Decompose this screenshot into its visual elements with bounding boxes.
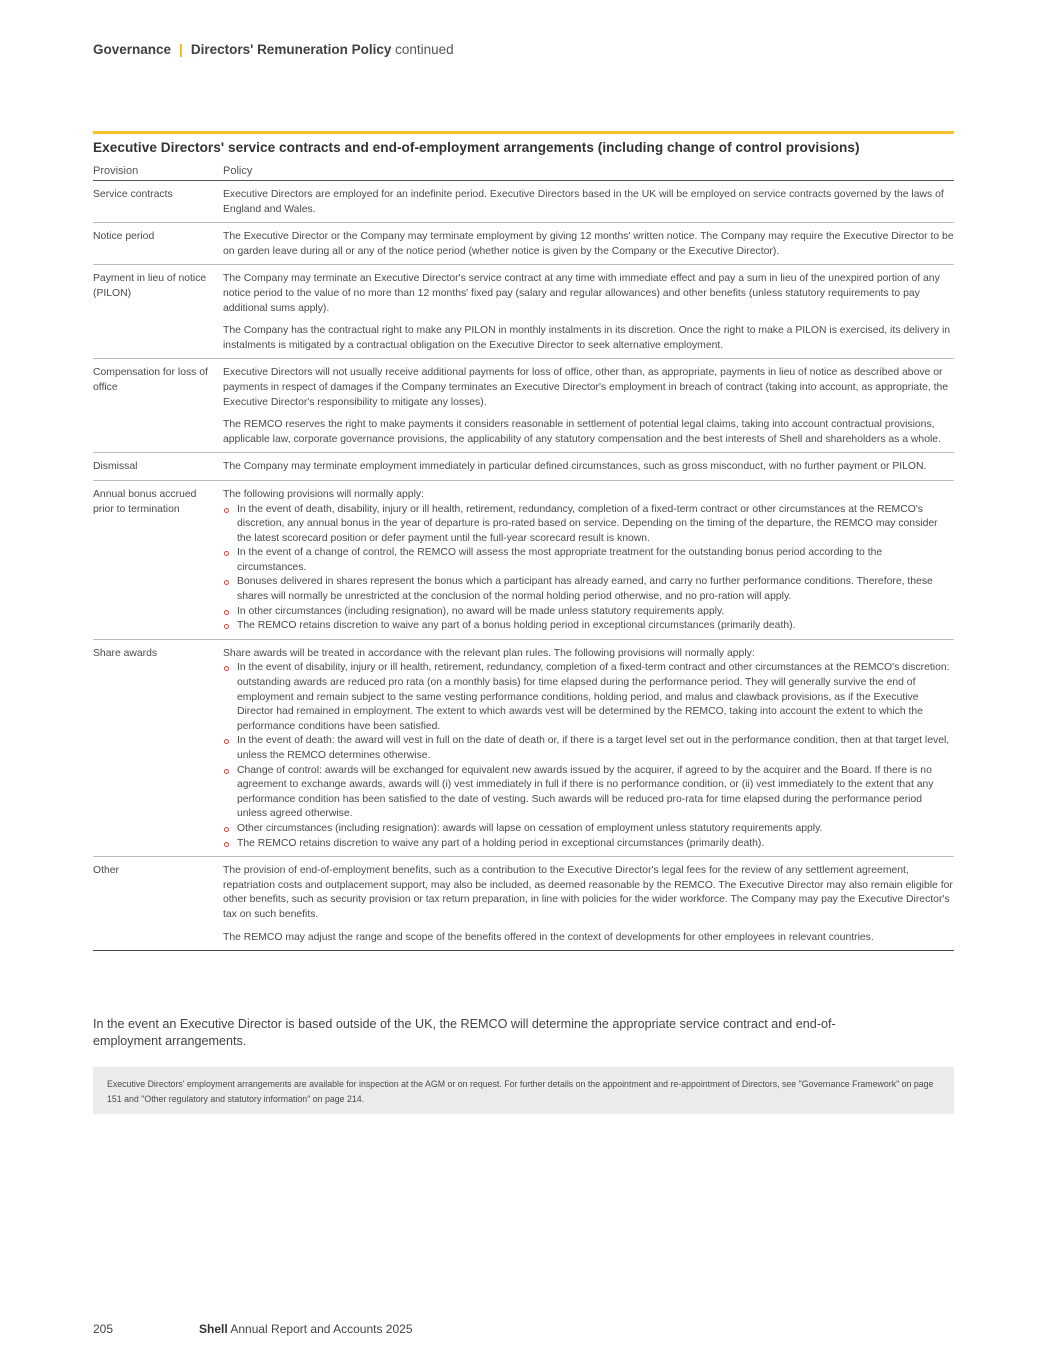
page-header [93,42,454,57]
policy-paragraph: The REMCO may adjust the range and scope of the benefits offered in the context of developments for other employees in relevant countries. [223,931,874,943]
bullet-item: In other circumstances (including resignation), no award will be made unless statutory requirements apply. [223,605,954,620]
table-title: Executive Directors' service contracts and end-of-employment arrangements (including change of control provisions) [93,140,860,155]
policy-intro: The following provisions will normally apply: [223,488,424,500]
column-header-policy: Policy [223,165,253,177]
bullet-item: The REMCO retains discretion to waive any part of a holding period in exceptional circumstances (primarily death). [223,837,954,852]
policy-cell [223,488,954,634]
bullet-item: Change of control: awards will be exchanged for equivalent new awards issued by the acquirer, if agreed to by the acquirer and the Board. If there is no agreement to exchange awards, awards will (i) vest immediately in full if there is no performance condition, or (ii) vest immediately to the extent that any performance condition has been satisfied to the date of vesting. Such awards will be reduced pro-rata for time elapsed during the performance period unless agreed otherwise. [223,764,954,822]
table-row [93,453,954,481]
header-title: Directors' Remuneration Policy [190,42,392,57]
provision-cell: Payment in lieu of notice (PILON) [93,273,207,299]
policy-paragraph: The Company may terminate employment immediately in particular defined circumstances, such as gross misconduct, with no further payment or PILON. [223,461,927,473]
table-row [93,359,954,453]
policy-cell [223,366,954,447]
footer-report-title: Annual Report and Accounts 2025 [230,1322,413,1336]
policy-paragraph: Executive Directors will not usually receive additional payments for loss of office, other than, as appropriate, payments in lieu of notice as described above or payments in respect of damages if the Company terminates an Executive Director's employment in breach of contract (taking into account, as appropriate, the Executive Director's responsibility to mitigate any losses). [223,367,949,408]
bullet-item: In the event of a change of control, the REMCO will assess the most appropriate treatment for the outstanding bonus period according to the circumstances. [223,546,954,575]
header-divider: | [179,42,183,57]
policy-paragraph: Executive Directors are employed for an indefinite period. Executive Directors based in the UK will be employed on service contracts governed by the laws of England and Wales. [223,189,944,215]
bullet-item: Other circumstances (including resignation): awards will lapse on cessation of employment unless statutory requirements apply. [223,822,954,837]
provision-cell: Notice period [93,231,155,243]
body-paragraph: In the event an Executive Director is based outside of the UK, the REMCO will determine the appropriate service contract and end-of-employment arrangements. [93,1017,836,1048]
table-row [93,265,954,359]
table-row [93,181,954,223]
policy-cell [223,230,954,259]
provision-cell: Annual bonus accrued prior to termination [93,488,197,515]
policy-cell [223,272,954,353]
note-box: Executive Directors' employment arrangements are available for inspection at the AGM or on request. For further details on the appointment and re-appointment of Directors, see "Governance Framework" on page 151 and "Other regulatory and statutory information" on page 214. [93,1067,954,1114]
bullet-list [223,661,954,851]
page-number: 205 [93,1322,114,1336]
header-suffix: continued [395,42,454,57]
policy-paragraph: The provision of end-of-employment benefits, such as a contribution to the Executive Director's legal fees for the review of any settlement agreement, repatriation costs and outplacement support, may also be included, as deemed reasonable by the REMCO. The Executive Director may also remain eligible for other benefits, such as security provision or tax return preparation, in line with policies for the wider workforce. The Company may pay the Executive Director's tax on such benefits. [223,865,953,920]
policy-paragraph: The Executive Director or the Company may terminate employment by giving 12 months' written notice. The Company may require the Executive Director to be on garden leave during all or any of the notice period (whether notice is given by the Company or the Executive Director). [223,231,954,257]
provision-cell: Service contracts [93,189,173,200]
table-header-row [93,159,954,181]
provision-cell: Share awards [93,647,158,659]
table-row [93,857,954,951]
policy-cell [223,647,954,851]
policy-cell [223,460,954,475]
policy-cell [223,188,954,217]
policy-paragraph: The Company may terminate an Executive Director's service contract at any time with immediate effect and pay a sum in lieu of the unexpired portion of any notice period to the value of no more than 12 months' fixed pay (salary and regular allowances) and other benefits (unless statutory requirements to pay additional sums apply). [223,273,940,314]
policy-intro: Share awards will be treated in accordance with the relevant plan rules. The following provisions will normally apply: [223,647,755,659]
bullet-list [223,503,954,634]
provision-cell: Dismissal [93,461,138,473]
bullet-item: In the event of death: the award will vest in full on the date of death or, if there is a target level set out in the performance condition, then at that target level, unless the REMCO determines otherwise. [223,734,954,763]
policy-cell [223,864,954,945]
bullet-item: In the event of death, disability, injury or ill health, retirement, redundancy, completion of a fixed-term contract or other circumstances at the REMCO's discretion, any annual bonus in the year of departure is pro-rated based on service. Depending on the timing of the departure, the REMCO may consider the latest scorecard position or defer payment until the full-year scorecard result is known. [223,503,954,547]
bullet-item: The REMCO retains discretion to waive any part of a bonus holding period in exceptional circumstances (primarily death). [223,619,954,634]
table-row [93,223,954,265]
table-row [93,481,954,640]
provision-cell: Compensation for loss of office [93,367,208,393]
policy-paragraph: The Company has the contractual right to make any PILON in monthly instalments in its discretion. Once the right to make a PILON is exercised, its delivery in instalments is mitigated by a contractual obligation on the Executive Director to seek alternative employment. [223,325,951,351]
footer-brand: Shell [199,1322,228,1336]
column-header-provision: Provision [93,165,139,177]
contracts-table [93,131,954,951]
bullet-item: In the event of disability, injury or ill health, retirement, redundancy, completion of a fixed-term contract and other circumstances at the REMCO's discretion: outstanding awards are reduced pro rata (on a monthly basis) for time elapsed during the performance period. They will generally survive the end of employment and remain subject to the same vesting performance conditions, holding period, and malus and clawback provisions, as if the Executive Director had remained in employment. The extent to which awards vest will be determined by the REMCO, taking into account the extent to which the performance conditions have been satisfied. [223,661,954,734]
provision-cell: Other [93,865,119,877]
page-footer [93,1322,413,1336]
policy-paragraph: The REMCO reserves the right to make payments it considers reasonable in settlement of potential legal claims, taking into account contractual provisions, applicable law, corporate governance provisions, the applicability of any statutory compensation and the best interests of Shell and shareholders as a whole. [223,419,941,445]
bullet-item: Bonuses delivered in shares represent the bonus which a participant has already earned, and carry no further performance conditions. Therefore, these shares will normally be unrestricted at the conclusion of the normal holding period otherwise, and no pro-ration will apply. [223,575,954,604]
table-row [93,640,954,857]
section-label: Governance [93,42,172,57]
